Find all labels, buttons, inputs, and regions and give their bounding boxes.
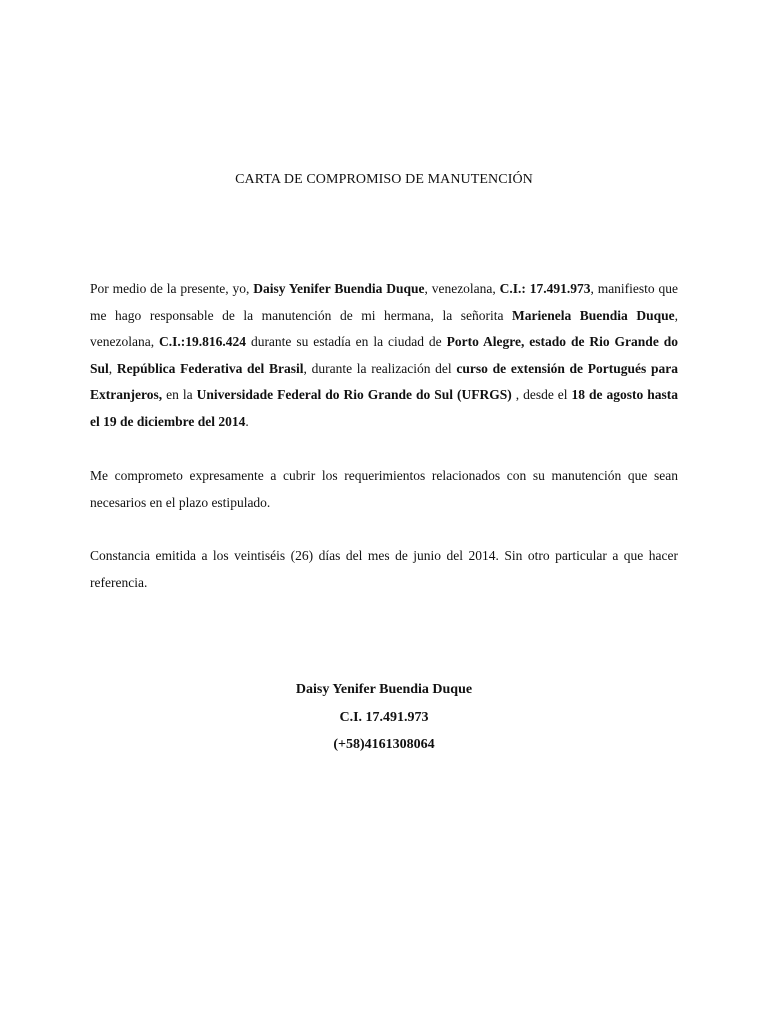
sponsor-id: C.I.: 17.491.973 <box>499 281 591 296</box>
text-segment: . <box>245 413 249 429</box>
paragraph-closing: Constancia emitida a los veintiséis (26) días del mes de junio del 2014. Sin otro particular a que hacer referencia. <box>90 548 678 590</box>
text-segment: , desde el <box>511 387 572 403</box>
text-segment: Por medio de la presente, yo, <box>90 281 254 296</box>
text-segment: , venezolana, <box>90 307 678 350</box>
beneficiary-name: Marienela Buendia Duque <box>512 307 675 323</box>
text-segment: , venezolana, <box>424 281 500 296</box>
signature-name: Daisy Yenifer Buendia Duque <box>295 682 473 697</box>
text-segment: durante su estadía en la ciudad de <box>246 334 447 350</box>
signature-id: C.I. 17.491.973 <box>339 710 429 725</box>
text-segment: , manifiesto que me hago responsable de la manutención de mi hermana, la señorita <box>90 281 679 323</box>
university-name: Universidade Federal do Rio Grande do Sul (UFRGS) <box>196 387 512 403</box>
text-segment: , <box>108 360 117 376</box>
text-segment: en la <box>162 387 197 403</box>
signature-phone: (+58)4161308064 <box>333 737 435 752</box>
city-state: Porto Alegre, estado de Rio Grande do Sul <box>90 334 678 376</box>
document-title: CARTA DE COMPROMISO DE MANUTENCIÓN <box>235 172 533 187</box>
course-name: curso de extensión de Portugués para Extranjeros, <box>90 360 678 403</box>
paragraph-obligation: Me comprometo expresamente a cubrir los requerimientos relacionados con su manutención que sean necesarios en el plazo estipulado. <box>90 468 678 510</box>
text-segment: , durante la realización del <box>303 360 457 376</box>
paragraph-commitment <box>90 276 678 436</box>
country: República Federativa del Brasil <box>116 360 304 376</box>
beneficiary-id: C.I.:19.816.424 <box>159 334 247 350</box>
date-range: 18 de agosto hasta el 19 de diciembre del 2014 <box>90 387 678 429</box>
sponsor-name: Daisy Yenifer Buendia Duque <box>253 281 425 296</box>
